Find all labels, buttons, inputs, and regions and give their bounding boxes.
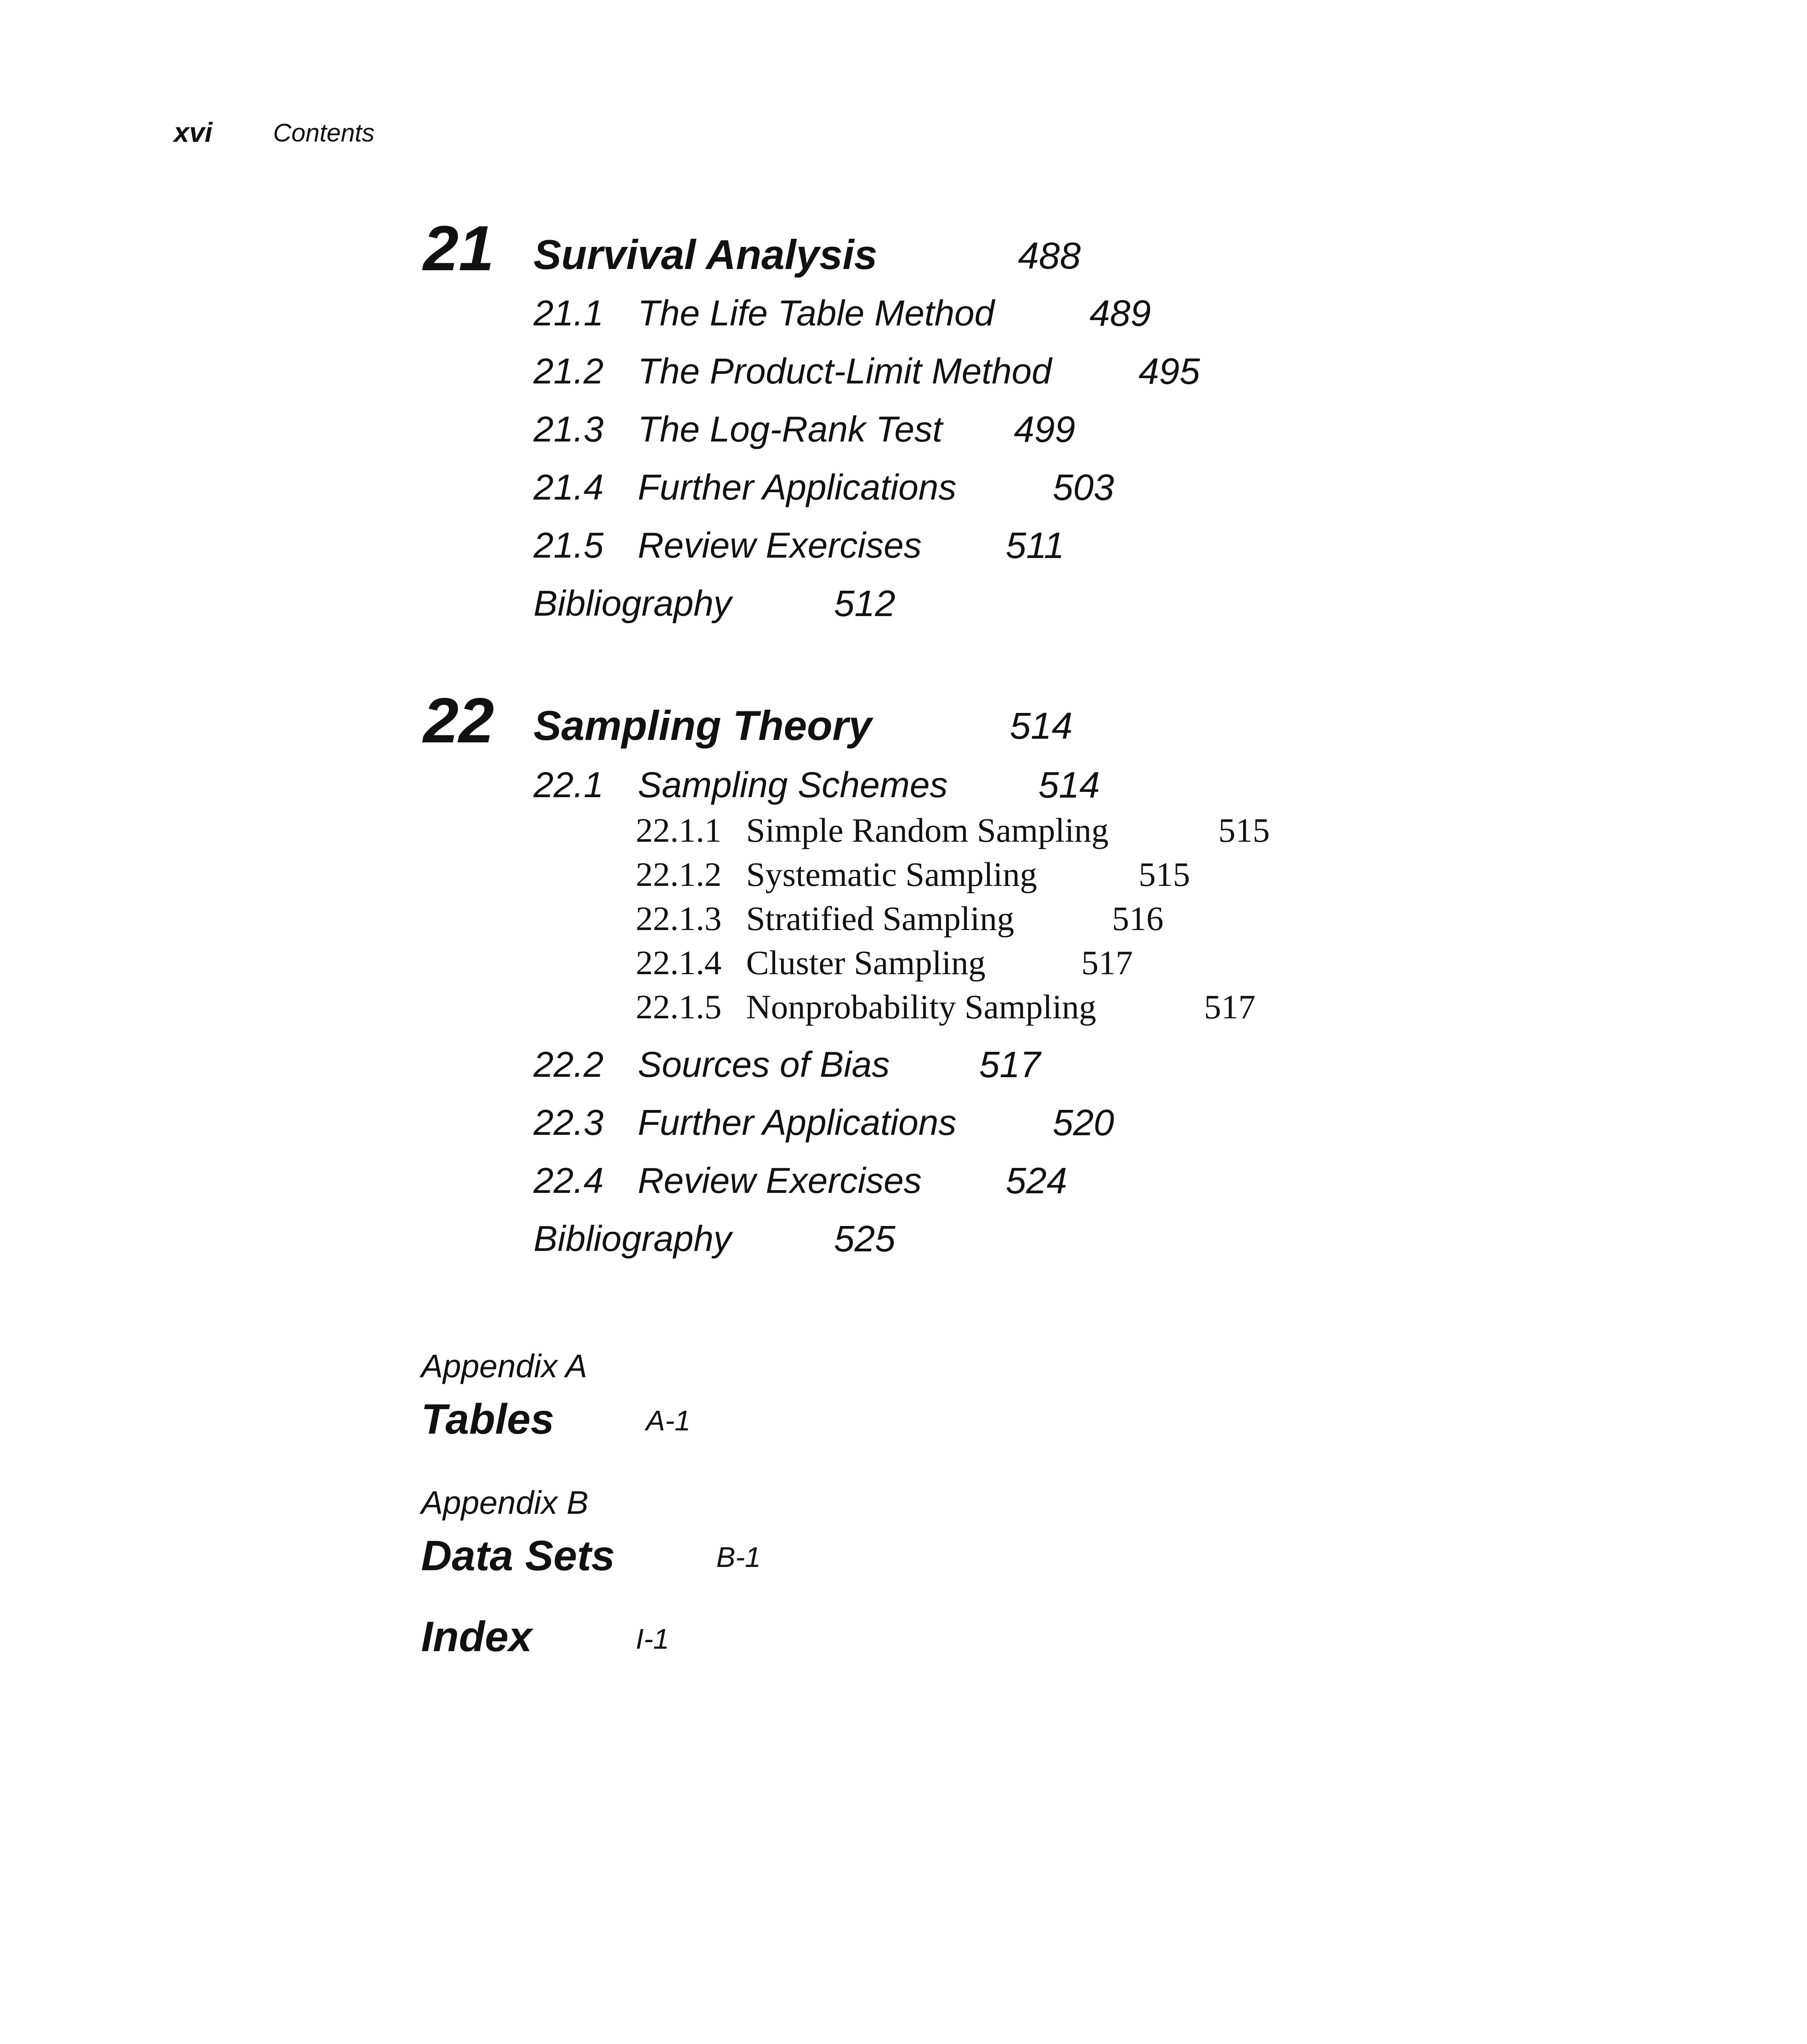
toc-section-page: 489 bbox=[1090, 293, 1151, 334]
toc-section-page: 512 bbox=[834, 583, 896, 624]
toc-subsection-page: 515 bbox=[1139, 856, 1190, 894]
toc-section-title: Review Exercises bbox=[638, 525, 922, 565]
appendix-page: B-1 bbox=[716, 1541, 761, 1573]
toc-section-title: Further Applications bbox=[638, 467, 957, 507]
toc-section-page: 517 bbox=[979, 1044, 1041, 1085]
appendix-label: Appendix A bbox=[421, 1348, 587, 1384]
toc-subsection-page: 517 bbox=[1204, 988, 1255, 1026]
toc-section-title: Further Applications bbox=[638, 1102, 957, 1143]
toc-section-page: 499 bbox=[1014, 409, 1076, 450]
toc-section-page: 524 bbox=[1006, 1161, 1067, 1201]
toc-subsection-title: Systematic Sampling bbox=[746, 856, 1037, 894]
toc-section-title: Sources of Bias bbox=[638, 1044, 890, 1085]
toc-section-page: 495 bbox=[1139, 351, 1200, 392]
toc-section-page: 525 bbox=[834, 1219, 896, 1260]
toc-subsection-number: 22.1.1 bbox=[636, 811, 722, 849]
toc-bibliography: Bibliography bbox=[534, 583, 732, 623]
toc-subsection-number: 22.1.2 bbox=[636, 856, 722, 894]
toc-section-number: 22.1 bbox=[534, 764, 604, 805]
toc-subsection-title: Simple Random Sampling bbox=[746, 811, 1109, 849]
toc-section-number: 21.5 bbox=[534, 525, 604, 565]
appendix-page: A-1 bbox=[646, 1405, 691, 1437]
toc-section-title: The Product-Limit Method bbox=[638, 351, 1052, 391]
toc-subsection-number: 22.1.5 bbox=[636, 988, 722, 1026]
index-title: Index bbox=[421, 1613, 532, 1661]
toc-subsection-number: 22.1.4 bbox=[636, 944, 722, 982]
toc-subsection-title: Nonprobability Sampling bbox=[746, 988, 1096, 1026]
chapter-title: Survival Analysis bbox=[534, 231, 878, 278]
toc-subsection-title: Stratified Sampling bbox=[746, 900, 1014, 938]
toc-section-number: 22.2 bbox=[534, 1044, 604, 1085]
appendix-title: Data Sets bbox=[421, 1532, 615, 1580]
toc-section-number: 22.3 bbox=[534, 1102, 604, 1143]
toc-section-page: 520 bbox=[1053, 1103, 1114, 1143]
toc-section-number: 21.4 bbox=[534, 467, 604, 507]
toc-section-number: 21.1 bbox=[534, 293, 604, 333]
chapter-number: 21 bbox=[423, 213, 494, 284]
toc-section-number: 22.4 bbox=[534, 1160, 604, 1201]
toc-bibliography: Bibliography bbox=[534, 1218, 732, 1259]
chapter-number: 22 bbox=[423, 685, 494, 756]
toc-section-page: 511 bbox=[1006, 525, 1065, 566]
running-head-page-number: xvi bbox=[174, 117, 213, 148]
toc-section-page: 514 bbox=[1038, 765, 1100, 806]
toc-subsection-page: 517 bbox=[1081, 944, 1133, 982]
appendix-title: Tables bbox=[421, 1396, 554, 1443]
chapter-page: 488 bbox=[1018, 235, 1081, 277]
toc-section-title: Sampling Schemes bbox=[638, 764, 948, 805]
toc-section-number: 21.3 bbox=[534, 409, 604, 449]
toc-section-title: Review Exercises bbox=[638, 1160, 922, 1201]
toc-section-title: The Log-Rank Test bbox=[638, 409, 943, 449]
toc-subsection-page: 515 bbox=[1218, 811, 1270, 849]
toc-subsection-page: 516 bbox=[1112, 900, 1164, 938]
toc-subsection-title: Cluster Sampling bbox=[746, 944, 986, 982]
toc-section-page: 503 bbox=[1053, 467, 1114, 508]
index-page: I-1 bbox=[636, 1623, 669, 1655]
toc-subsection-number: 22.1.3 bbox=[636, 900, 722, 938]
toc-section-title: The Life Table Method bbox=[638, 293, 995, 333]
chapter-title: Sampling Theory bbox=[534, 702, 872, 749]
toc-section-number: 21.2 bbox=[534, 351, 604, 391]
running-head-title: Contents bbox=[273, 119, 375, 147]
appendix-label: Appendix B bbox=[421, 1484, 589, 1521]
chapter-page: 514 bbox=[1010, 705, 1073, 747]
